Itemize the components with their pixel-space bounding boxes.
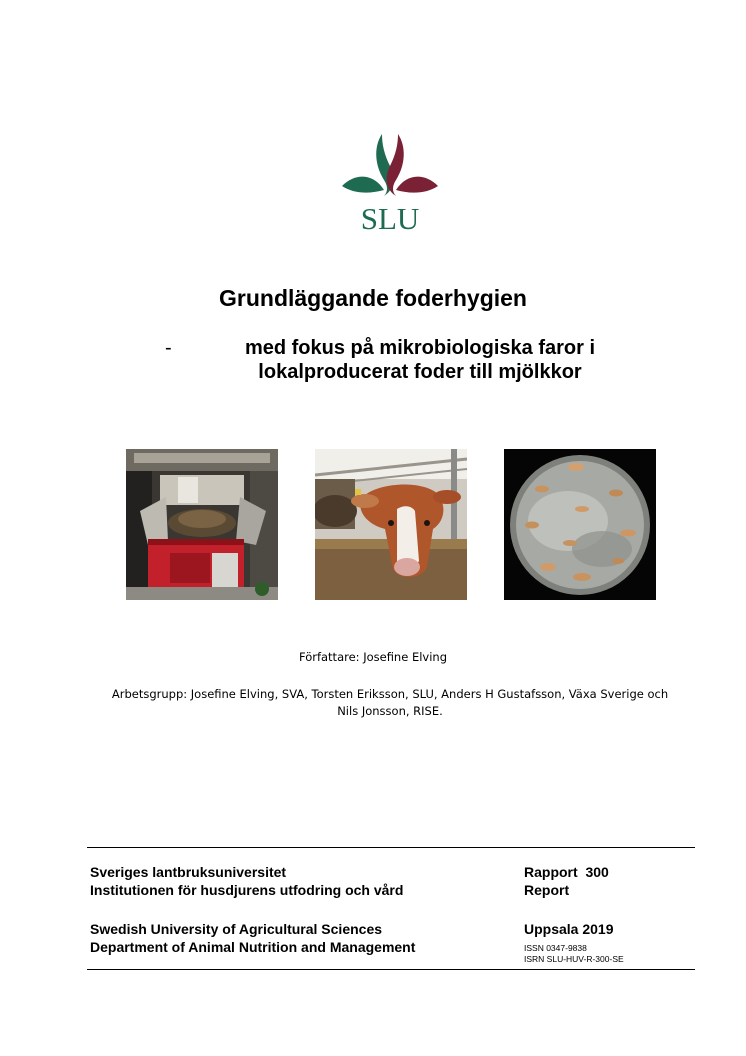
footer-top-rule	[87, 847, 695, 848]
place-year: Uppsala 2019	[524, 921, 614, 937]
logo-wordmark: SLU	[360, 201, 420, 234]
institution-en-2: Department of Animal Nutrition and Management	[90, 939, 416, 955]
subtitle-line-1: med fokus på mikrobiologiska faror i	[244, 337, 596, 359]
institution-sv-1: Sveriges lantbruksuniversitet	[90, 864, 287, 880]
report-label-en: Report	[524, 882, 570, 898]
workgroup-line-2: Nils Jonsson, RISE.	[337, 704, 443, 718]
subtitle-line-2: lokalproducerat foder till mjölkkor	[258, 361, 582, 383]
subtitle	[140, 336, 700, 384]
burgundy-wing-icon	[396, 177, 438, 193]
photo-cow	[315, 449, 467, 600]
report-number: Rapport 300	[524, 864, 609, 880]
photo-petri-dish	[504, 449, 656, 600]
subtitle-dash: -	[165, 337, 172, 359]
issn: ISSN 0347-9838	[524, 943, 587, 953]
photo-feed-mixer	[126, 449, 278, 600]
workgroup-line-1: Arbetsgrupp: Josefine Elving, SVA, Torsten Eriksson, SLU, Anders H Gustafsson, Växa Sverige och	[111, 687, 669, 701]
slu-logo	[338, 128, 442, 234]
author-line: Författare: Josefine Elving	[298, 650, 448, 664]
institution-en-1: Swedish University of Agricultural Sciences	[90, 921, 383, 937]
green-wing-icon	[342, 177, 384, 193]
page-title: Grundläggande foderhygien	[219, 285, 527, 311]
isrn: ISRN SLU-HUV-R-300-SE	[524, 954, 624, 964]
footer-bottom-rule	[87, 969, 695, 970]
institution-sv-2: Institutionen för husdjurens utfodring och vård	[90, 882, 404, 898]
workgroup	[90, 686, 690, 720]
